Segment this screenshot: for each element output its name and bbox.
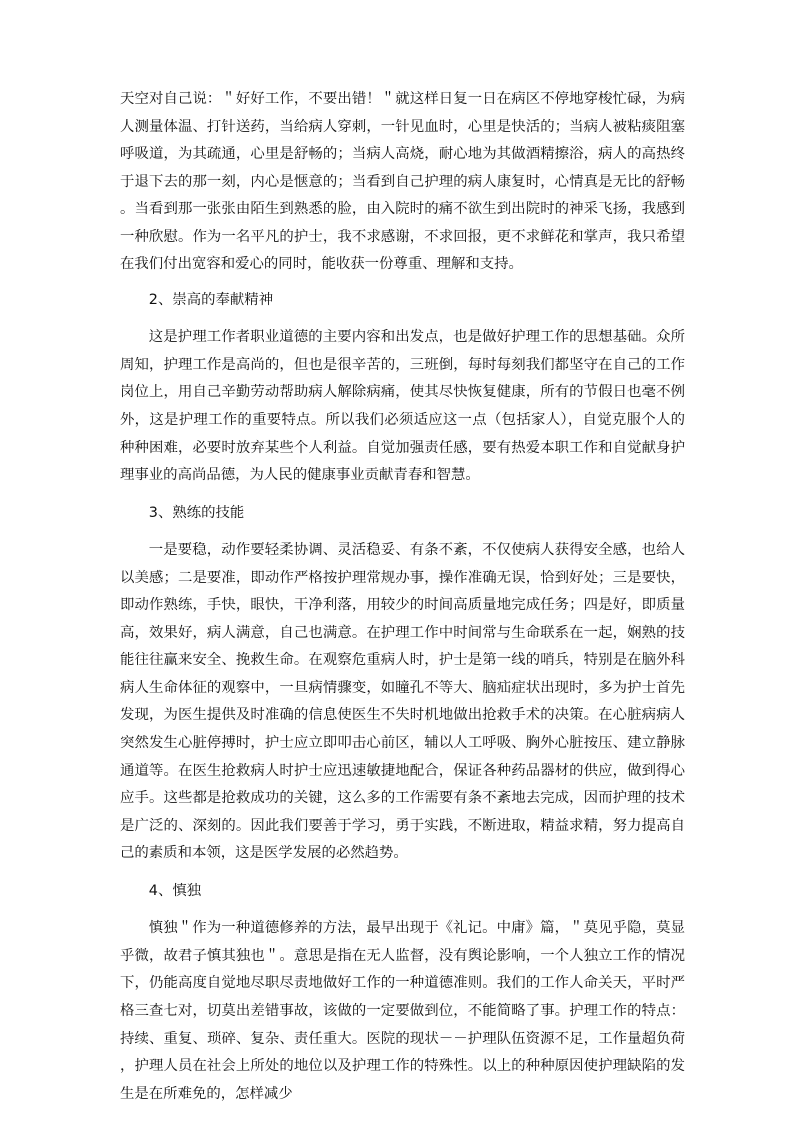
document-page	[120, 86, 685, 1120]
section-heading-3: 3、熟练的技能	[148, 504, 245, 521]
paragraph-3: 一是要稳，动作要轻柔协调、灵活稳妥、有条不紊，不仅使病人获得安全感，也给人以美感；二是要准，即动作严格按护理常规办事，操作准确无误，恰到好处；三是要快，即动作熟练，手快，眼快，干净利落，用较少的时间高质量地完成任务；四是好，即质量高，效果好，病人满意，自己也满意。在护理工作中时间常与生命联系在一起，娴熟的技能往往赢来安全、挽救生命。在观察危重病人时，护士是第一线的哨兵，特别是在脑外科病人生命体征的观察中，一旦病情骤变，如瞳孔不等大、脑疝症状出现时，多为护士首先发现，为医生提供及时准确的信息使医生不失时机地做出抢救手术的决策。在心脏病病人突然发生心脏停搏时，护士应立即叩击心前区，辅以人工呼吸、胸外心脏按压、建立静脉通道等。在医生抢救病人时护士应迅速敏捷地配合，保证各种药品器材的供应，做到得心应手。这些都是抢救成功的关键，这么多的工作需要有条不紊地去完成，因而护理的技术是广泛的、深刻的。因此我们要善于学习，勇于实践，不断进取，精益求精，努力提高自己的素质和本领，这是医学发展的必然趋势。	[120, 542, 685, 862]
section-heading-2: 2、崇高的奉献精神	[148, 291, 274, 308]
paragraph-2: 这是护理工作者职业道德的主要内容和出发点，也是做好护理工作的思想基础。众所周知，护理工作是高尚的，但也是很辛苦的，三班倒，每时每刻我们都坚守在自己的工作岗位上，用自己辛勤劳动帮助病人解除病痛，使其尽快恢复健康，所有的节假日也毫不例外，这是护理工作的重要特点。所以我们必须适应这一点（包括家人），自觉克服个人的种种困难，必要时放弃某些个人利益。自觉加强责任感，要有热爱本职工作和自觉献身护理事业的高尚品德，为人民的健康事业贡献青春和智慧。	[120, 329, 685, 484]
paragraph-1: 天空对自己说：＂好好工作，不要出错！＂就这样日复一日在病区不停地穿梭忙碌，为病人测量体温、打针送药，当给病人穿刺，一针见血时，心里是快活的；当病人被粘痰阻塞呼吸道，为其疏通，心里是舒畅的；当病人高烧，耐心地为其做酒精擦浴，病人的高热终于退下去的那一刻，内心是惬意的；当看到自己护理的病人康复时，心情真是无比的舒畅。当看到那一张张由陌生到熟悉的脸，由入院时的痛不欲生到出院时的神采飞扬，我感到一种欣慰。作为一名平凡的护士，我不求感谢，不求回报，更不求鲜花和掌声，我只希望在我们付出宽容和爱心的同时，能收获一份尊重、理解和支持。	[120, 91, 685, 273]
section-heading-4: 4、慎独	[148, 882, 202, 899]
paragraph-4: 慎独＂作为一种道德修养的方法，最早出现于《礼记。中庸》篇，＂莫见乎隐，莫显乎微，故君子慎其独也＂。意思是指在无人监督，没有舆论影响，一个人独立工作的情况下，仍能高度自觉地尽职尽责地做好工作的一种道德准则。我们的工作人命关天，平时严格三查七对，切莫出差错事故，该做的一定要做到位，不能简略了事。护理工作的特点：持续、重复、琐碎、复杂、责任重大。医院的现状－－护理队伍资源不足，工作量超负荷，护理人员在社会上所处的地位以及护理工作的特殊性。以上的种种原因使护理缺陷的发生是在所难免的，怎样减少	[120, 920, 685, 1102]
